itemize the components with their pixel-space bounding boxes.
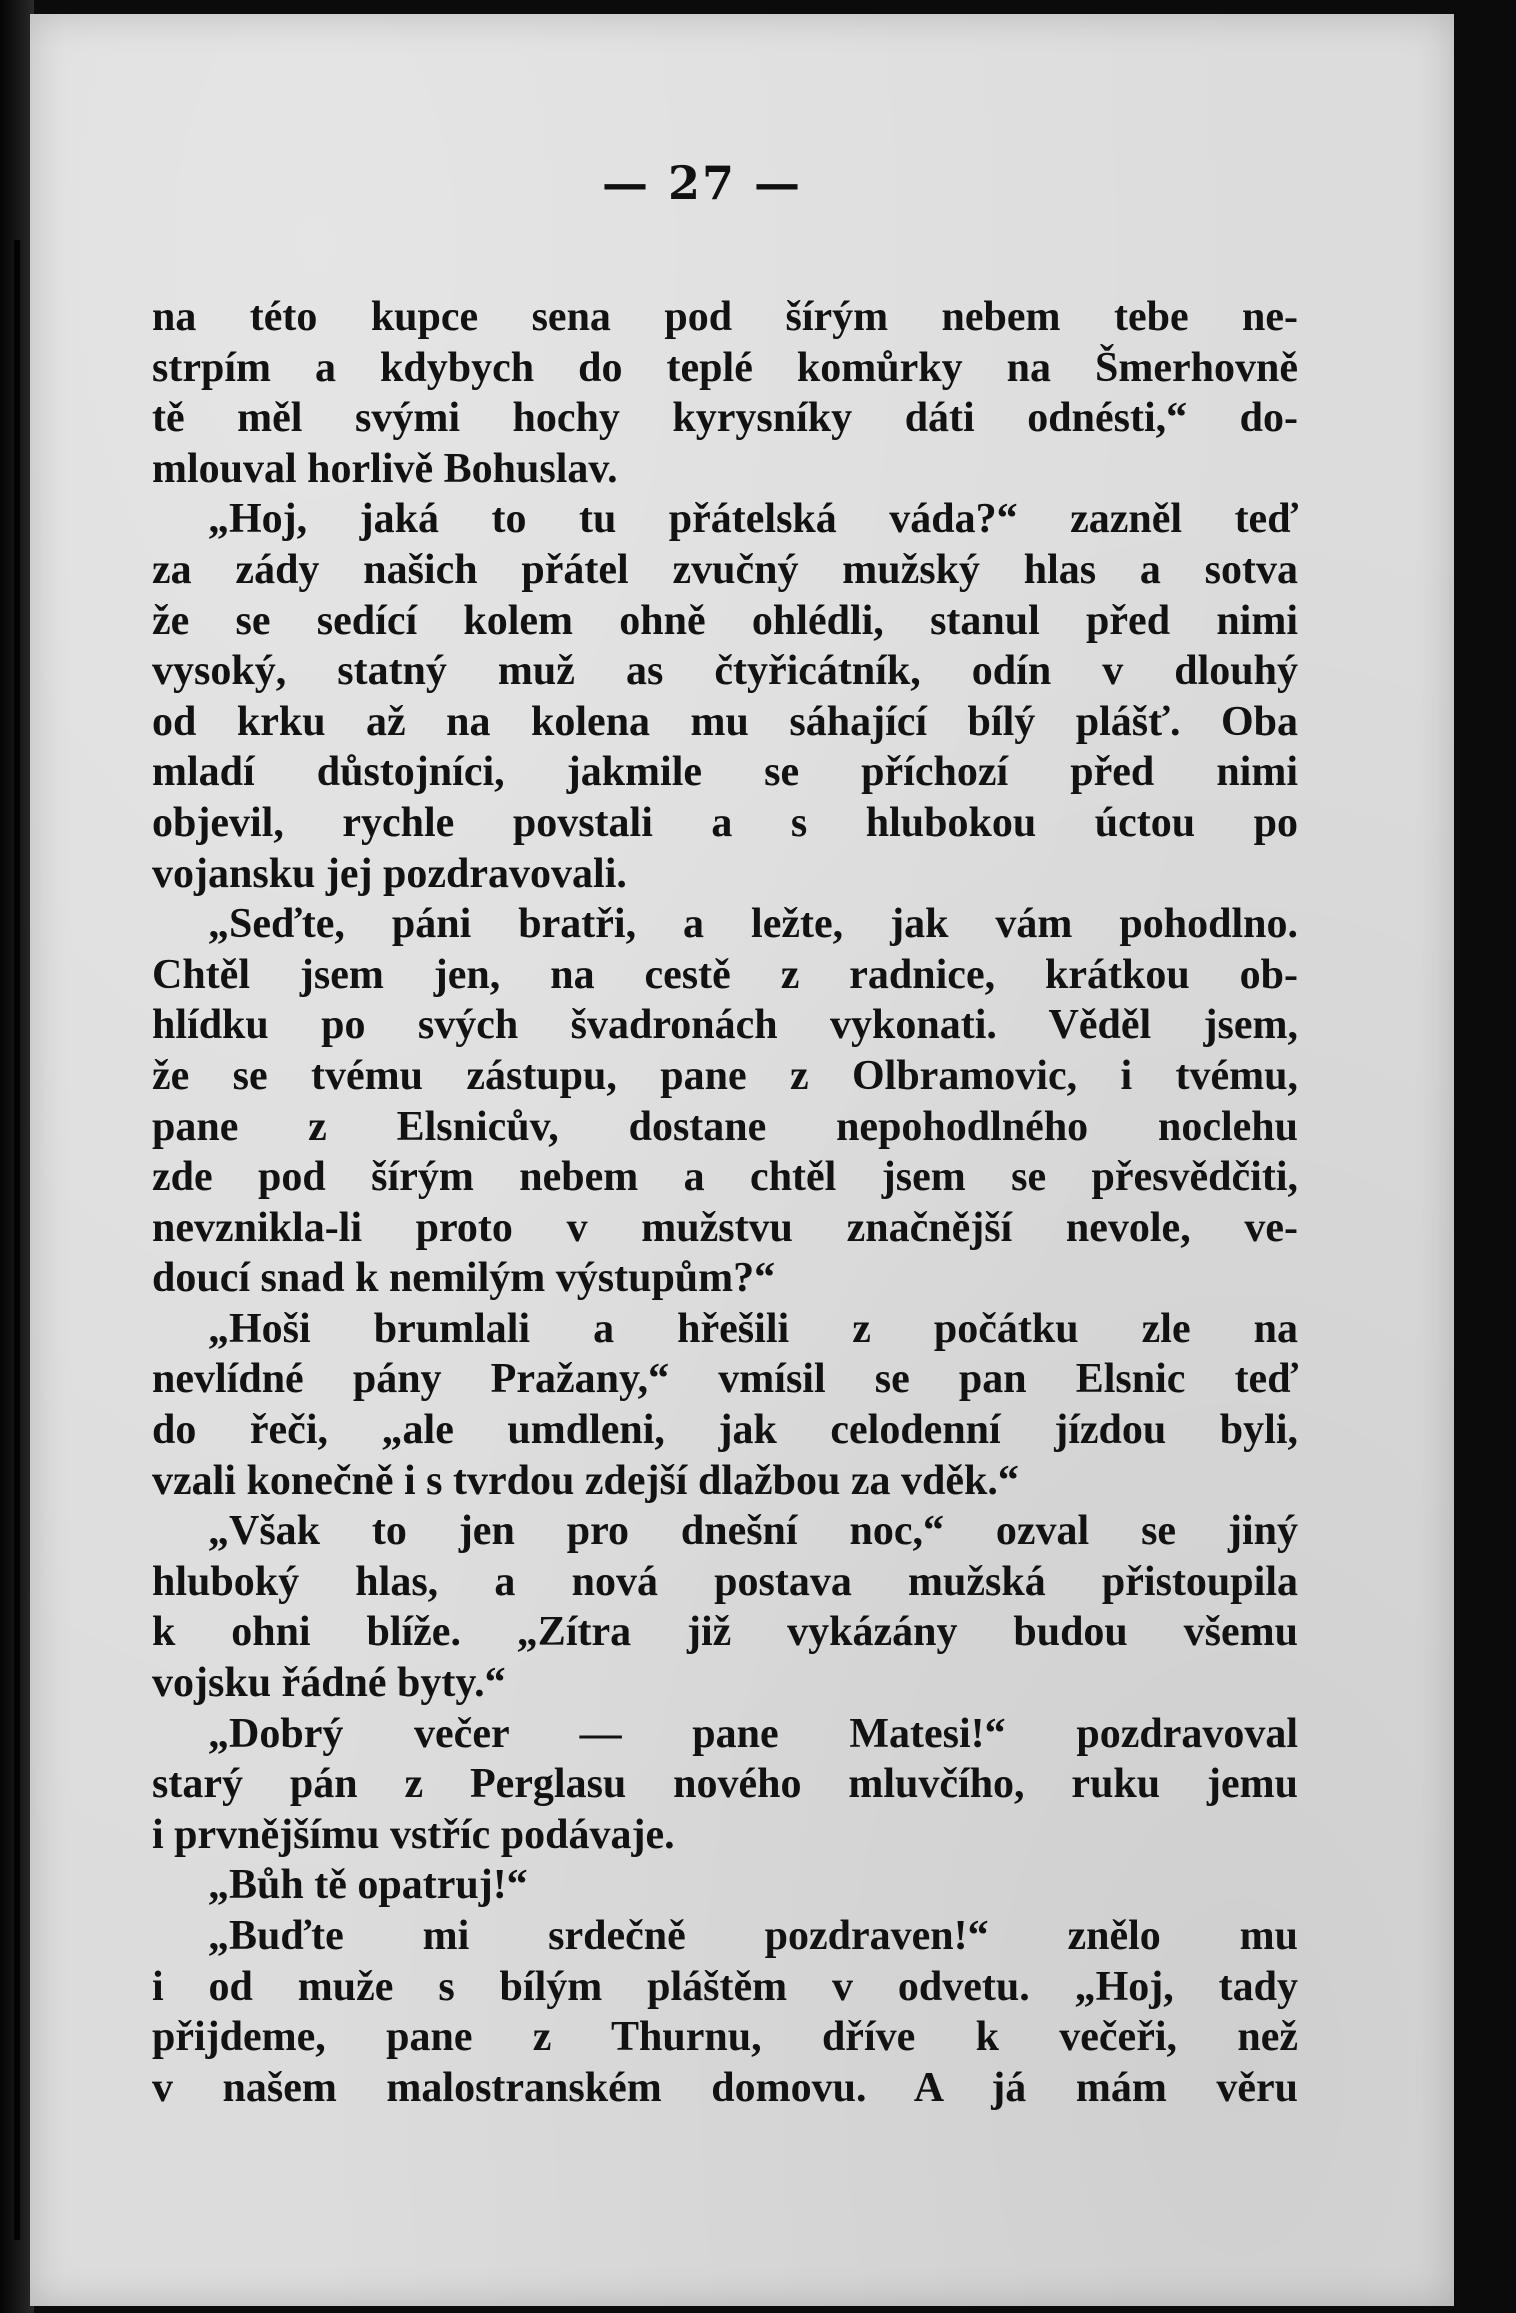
text-line: že se sedící kolem ohně ohlédli, stanul před nimi <box>152 597 1298 644</box>
text-line: i prvnějšímu vstříc podávaje. <box>152 1811 675 1858</box>
text-line: „Seďte, páni bratři, a ležte, jak vám pohodlno. <box>208 901 1298 948</box>
binding-shadow <box>14 240 20 2240</box>
text-line: na této kupce sena pod šírým nebem tebe ne- <box>152 294 1298 340</box>
paper-sheet <box>30 14 1454 2306</box>
text-line: vysoký, statný muž as čtyřicátník, odín v dlouhý <box>152 648 1298 695</box>
text-line: za zády našich přátel zvučný mužský hlas a sotva <box>152 546 1298 593</box>
text-line: tě měl svými hochy kyrysníky dáti odnésti,“ do- <box>152 395 1298 442</box>
text-line: „Hoj, jaká to tu přátelská váda?“ zazněl teď <box>208 496 1298 543</box>
body-text <box>152 292 1298 2113</box>
text-line: zde pod šírým nebem a chtěl jsem se přesvědčiti, <box>152 1154 1298 1201</box>
text-line: od krku až na kolena mu sáhající bílý plášť. Oba <box>152 698 1298 745</box>
text-line: hluboký hlas, a nová postava mužská přistoupila <box>152 1558 1298 1605</box>
text-line: vojsku řádné byty.“ <box>152 1660 506 1707</box>
text-line: „Však to jen pro dnešní noc,“ ozval se jiný <box>208 1508 1298 1555</box>
text-line: mladí důstojníci, jakmile se příchozí před nimi <box>152 749 1298 796</box>
text-line: objevil, rychle povstali a s hlubokou úctou po <box>152 799 1298 846</box>
text-line: starý pán z Perglasu nového mluvčího, ruku jemu <box>152 1761 1298 1808</box>
text-line: doucí snad k nemilým výstupům?“ <box>152 1255 776 1302</box>
text-line: „Bůh tě opatruj!“ <box>208 1862 528 1909</box>
text-line: Chtěl jsem jen, na cestě z radnice, krátkou ob- <box>152 951 1298 998</box>
page-number: — 27 — <box>601 156 803 210</box>
text-line: přijdeme, pane z Thurnu, dříve k večeři, než <box>152 2014 1298 2061</box>
text-line: mlouval horlivě Bohuslav. <box>152 445 618 492</box>
text-line: hlídku po svých švadronách vykonati. Věděl jsem, <box>152 1002 1298 1049</box>
text-line: že se tvému zástupu, pane z Olbramovic, i tvému, <box>152 1052 1298 1099</box>
text-line: nevlídné pány Pražany,“ vmísil se pan Elsnic teď <box>152 1356 1298 1403</box>
text-line: strpím a kdybych do teplé komůrky na Šmerhovně <box>152 344 1298 391</box>
text-line: do řeči, „ale umdleni, jak celodenní jízdou byli, <box>152 1407 1298 1454</box>
text-line: „Dobrý večer — pane Matesi!“ pozdravoval <box>208 1710 1298 1757</box>
text-line: vzali konečně i s tvrdou zdejší dlažbou za vděk.“ <box>152 1457 1019 1504</box>
text-line: nevznikla-li proto v mužstvu značnější nevole, ve- <box>152 1204 1298 1251</box>
text-line: „Buďte mi srdečně pozdraven!“ znělo mu <box>208 1913 1298 1959</box>
text-line: k ohni blíže. „Zítra již vykázány budou všemu <box>152 1609 1298 1656</box>
text-line: „Hoši brumlali a hřešili z počátku zle na <box>208 1305 1298 1352</box>
text-line: v našem malostranském domovu. A já mám věru <box>152 2064 1298 2111</box>
text-line: i od muže s bílým pláštěm v odvetu. „Hoj, tady <box>152 1963 1298 2010</box>
text-line: pane z Elsnicův, dostane nepohodlného noclehu <box>152 1103 1298 1150</box>
text-line: vojansku jej pozdravovali. <box>152 850 627 897</box>
